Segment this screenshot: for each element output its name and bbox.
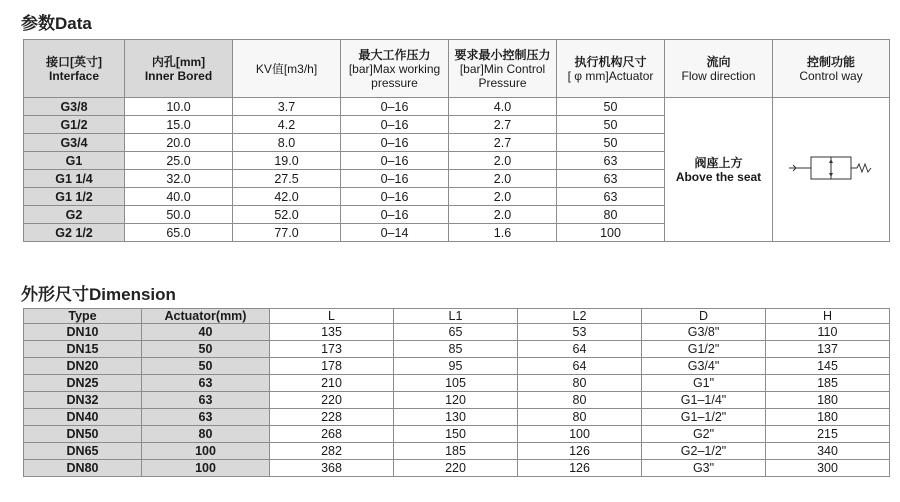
header-line: [ φ mm]Actuator [567,68,654,83]
header-line: 执行机构尺寸 [574,54,647,69]
table-cell: 80 [518,409,642,426]
table-cell: 185 [766,375,890,392]
data-table-body [24,98,890,242]
table-cell: DN10 [24,324,142,341]
table-cell: 2.0 [449,188,557,206]
table-cell: 8.0 [233,134,341,152]
table-cell: 19.0 [233,152,341,170]
data-table [23,39,890,242]
header-line: Control way [799,68,863,83]
table-cell: 0–14 [341,224,449,242]
table-cell: 50.0 [125,206,233,224]
table-cell: G3/8" [642,324,766,341]
table-cell: 65 [394,324,518,341]
dimension-header-cell: Actuator(mm) [142,309,270,324]
table-cell: 40 [142,324,270,341]
table-cell: 0–16 [341,152,449,170]
header-flow-direction [665,40,773,98]
dimension-header-cell: Type [24,309,142,324]
table-cell: 64 [518,358,642,375]
table-row [24,98,890,116]
table-cell: 220 [270,392,394,409]
table-cell: 95 [394,358,518,375]
table-cell: 100 [557,224,665,242]
header-line: Inner Bored [144,68,213,83]
table-cell: 63 [557,152,665,170]
table-cell: 215 [766,426,890,443]
table-cell: 63 [557,188,665,206]
table-cell: 137 [766,341,890,358]
table-cell: 135 [270,324,394,341]
valve-control-symbol-icon [783,153,879,183]
table-cell: 2.0 [449,170,557,188]
dimension-table-body [24,324,890,477]
table-row [24,460,890,477]
table-cell: 15.0 [125,116,233,134]
table-cell: 2.7 [449,116,557,134]
table-cell: 4.0 [449,98,557,116]
table-cell: G2–1/2" [642,443,766,460]
table-cell: G1 1/2 [24,188,125,206]
header-line: Interface [48,68,100,83]
control-way-cell [773,98,890,242]
table-cell: 0–16 [341,98,449,116]
table-cell: 210 [270,375,394,392]
table-cell: 80 [518,392,642,409]
header-max-working-pressure [341,40,449,98]
table-row [24,341,890,358]
table-cell: 185 [394,443,518,460]
table-cell: G3/4 [24,134,125,152]
table-cell: 2.0 [449,152,557,170]
table-cell: 20.0 [125,134,233,152]
flow-direction-cell [665,98,773,242]
header-kv-value [233,40,341,98]
header-interface [24,40,125,98]
table-cell: 2.0 [449,206,557,224]
table-cell: G1/2" [642,341,766,358]
table-cell: DN20 [24,358,142,375]
table-cell: DN50 [24,426,142,443]
data-section-title: 参数Data [21,14,92,33]
header-line: 最大工作压力 [358,47,431,62]
table-cell: 50 [557,116,665,134]
table-cell: 65.0 [125,224,233,242]
table-cell: 340 [766,443,890,460]
table-cell: 180 [766,392,890,409]
header-line: KV值[m3/h] [255,61,318,76]
header-line: pressure [371,75,418,90]
table-cell: 150 [394,426,518,443]
table-cell: G2" [642,426,766,443]
flow-direction-text: Above the seat [675,169,762,184]
table-cell: 130 [394,409,518,426]
table-cell: G3/4" [642,358,766,375]
table-cell: 126 [518,460,642,477]
table-cell: 1.6 [449,224,557,242]
table-cell: G1–1/2" [642,409,766,426]
table-cell: 50 [142,341,270,358]
table-cell: 178 [270,358,394,375]
table-cell: DN80 [24,460,142,477]
dimension-header-cell: H [766,309,890,324]
table-cell: 80 [142,426,270,443]
table-cell: 52.0 [233,206,341,224]
header-line: [bar]Min Control [459,61,546,76]
header-min-control-pressure [449,40,557,98]
flow-direction-text: 阀座上方 [694,155,743,170]
table-cell: 120 [394,392,518,409]
table-cell: 2.7 [449,134,557,152]
table-cell: DN25 [24,375,142,392]
table-cell: 50 [557,98,665,116]
table-cell: 0–16 [341,134,449,152]
table-cell: 85 [394,341,518,358]
dimension-header-cell: L2 [518,309,642,324]
table-cell: 63 [142,375,270,392]
table-cell: 0–16 [341,170,449,188]
header-line: Pressure [478,75,527,90]
table-cell: 77.0 [233,224,341,242]
header-line: Flow direction [681,68,756,83]
header-line: [bar]Max working [348,61,441,76]
table-cell: G1 1/4 [24,170,125,188]
table-cell: 300 [766,460,890,477]
data-table-header-row [24,40,890,98]
table-cell: 105 [394,375,518,392]
dimension-section-title: 外形尺寸Dimension [21,285,176,304]
table-cell: 63 [142,392,270,409]
table-row [24,443,890,460]
header-line: 接口[英寸] [46,54,102,69]
table-cell: 63 [142,409,270,426]
dimension-header-cell: L1 [394,309,518,324]
table-cell: 10.0 [125,98,233,116]
table-cell: G1/2 [24,116,125,134]
header-line: 控制功能 [806,54,855,69]
table-cell: DN65 [24,443,142,460]
table-cell: 50 [142,358,270,375]
table-cell: 63 [557,170,665,188]
table-cell: 145 [766,358,890,375]
table-cell: G1–1/4" [642,392,766,409]
table-cell: 100 [142,460,270,477]
table-row [24,358,890,375]
header-line: 流向 [706,54,731,69]
table-cell: G1 [24,152,125,170]
header-inner-bored [125,40,233,98]
table-cell: 42.0 [233,188,341,206]
table-cell: 0–16 [341,116,449,134]
header-line: 要求最小控制压力 [454,47,551,62]
table-row [24,426,890,443]
table-cell: 282 [270,443,394,460]
table-cell: G3/8 [24,98,125,116]
table-cell: 50 [557,134,665,152]
table-cell: 80 [557,206,665,224]
table-row [24,324,890,341]
dimension-header-cell: L [270,309,394,324]
table-cell: 220 [394,460,518,477]
table-cell: 100 [518,426,642,443]
table-cell: G2 1/2 [24,224,125,242]
table-row [24,375,890,392]
table-cell: 173 [270,341,394,358]
table-cell: 4.2 [233,116,341,134]
dimension-header-cell: D [642,309,766,324]
table-cell: 64 [518,341,642,358]
table-cell: G1" [642,375,766,392]
table-cell: 3.7 [233,98,341,116]
table-cell: 27.5 [233,170,341,188]
table-cell: DN40 [24,409,142,426]
table-cell: DN15 [24,341,142,358]
table-cell: 80 [518,375,642,392]
table-cell: 0–16 [341,188,449,206]
table-cell: 126 [518,443,642,460]
header-line: 内孔[mm] [151,54,206,69]
table-cell: 25.0 [125,152,233,170]
table-cell: 53 [518,324,642,341]
table-row [24,392,890,409]
header-control-way [773,40,890,98]
table-cell: 32.0 [125,170,233,188]
table-cell: 180 [766,409,890,426]
dimension-table-header-row [24,309,890,324]
table-cell: 0–16 [341,206,449,224]
table-row [24,409,890,426]
table-cell: DN32 [24,392,142,409]
table-cell: 40.0 [125,188,233,206]
table-cell: G3" [642,460,766,477]
table-cell: 110 [766,324,890,341]
table-cell: 228 [270,409,394,426]
table-cell: 100 [142,443,270,460]
header-actuator [557,40,665,98]
table-cell: G2 [24,206,125,224]
dimension-table [23,308,890,477]
table-cell: 268 [270,426,394,443]
table-cell: 368 [270,460,394,477]
